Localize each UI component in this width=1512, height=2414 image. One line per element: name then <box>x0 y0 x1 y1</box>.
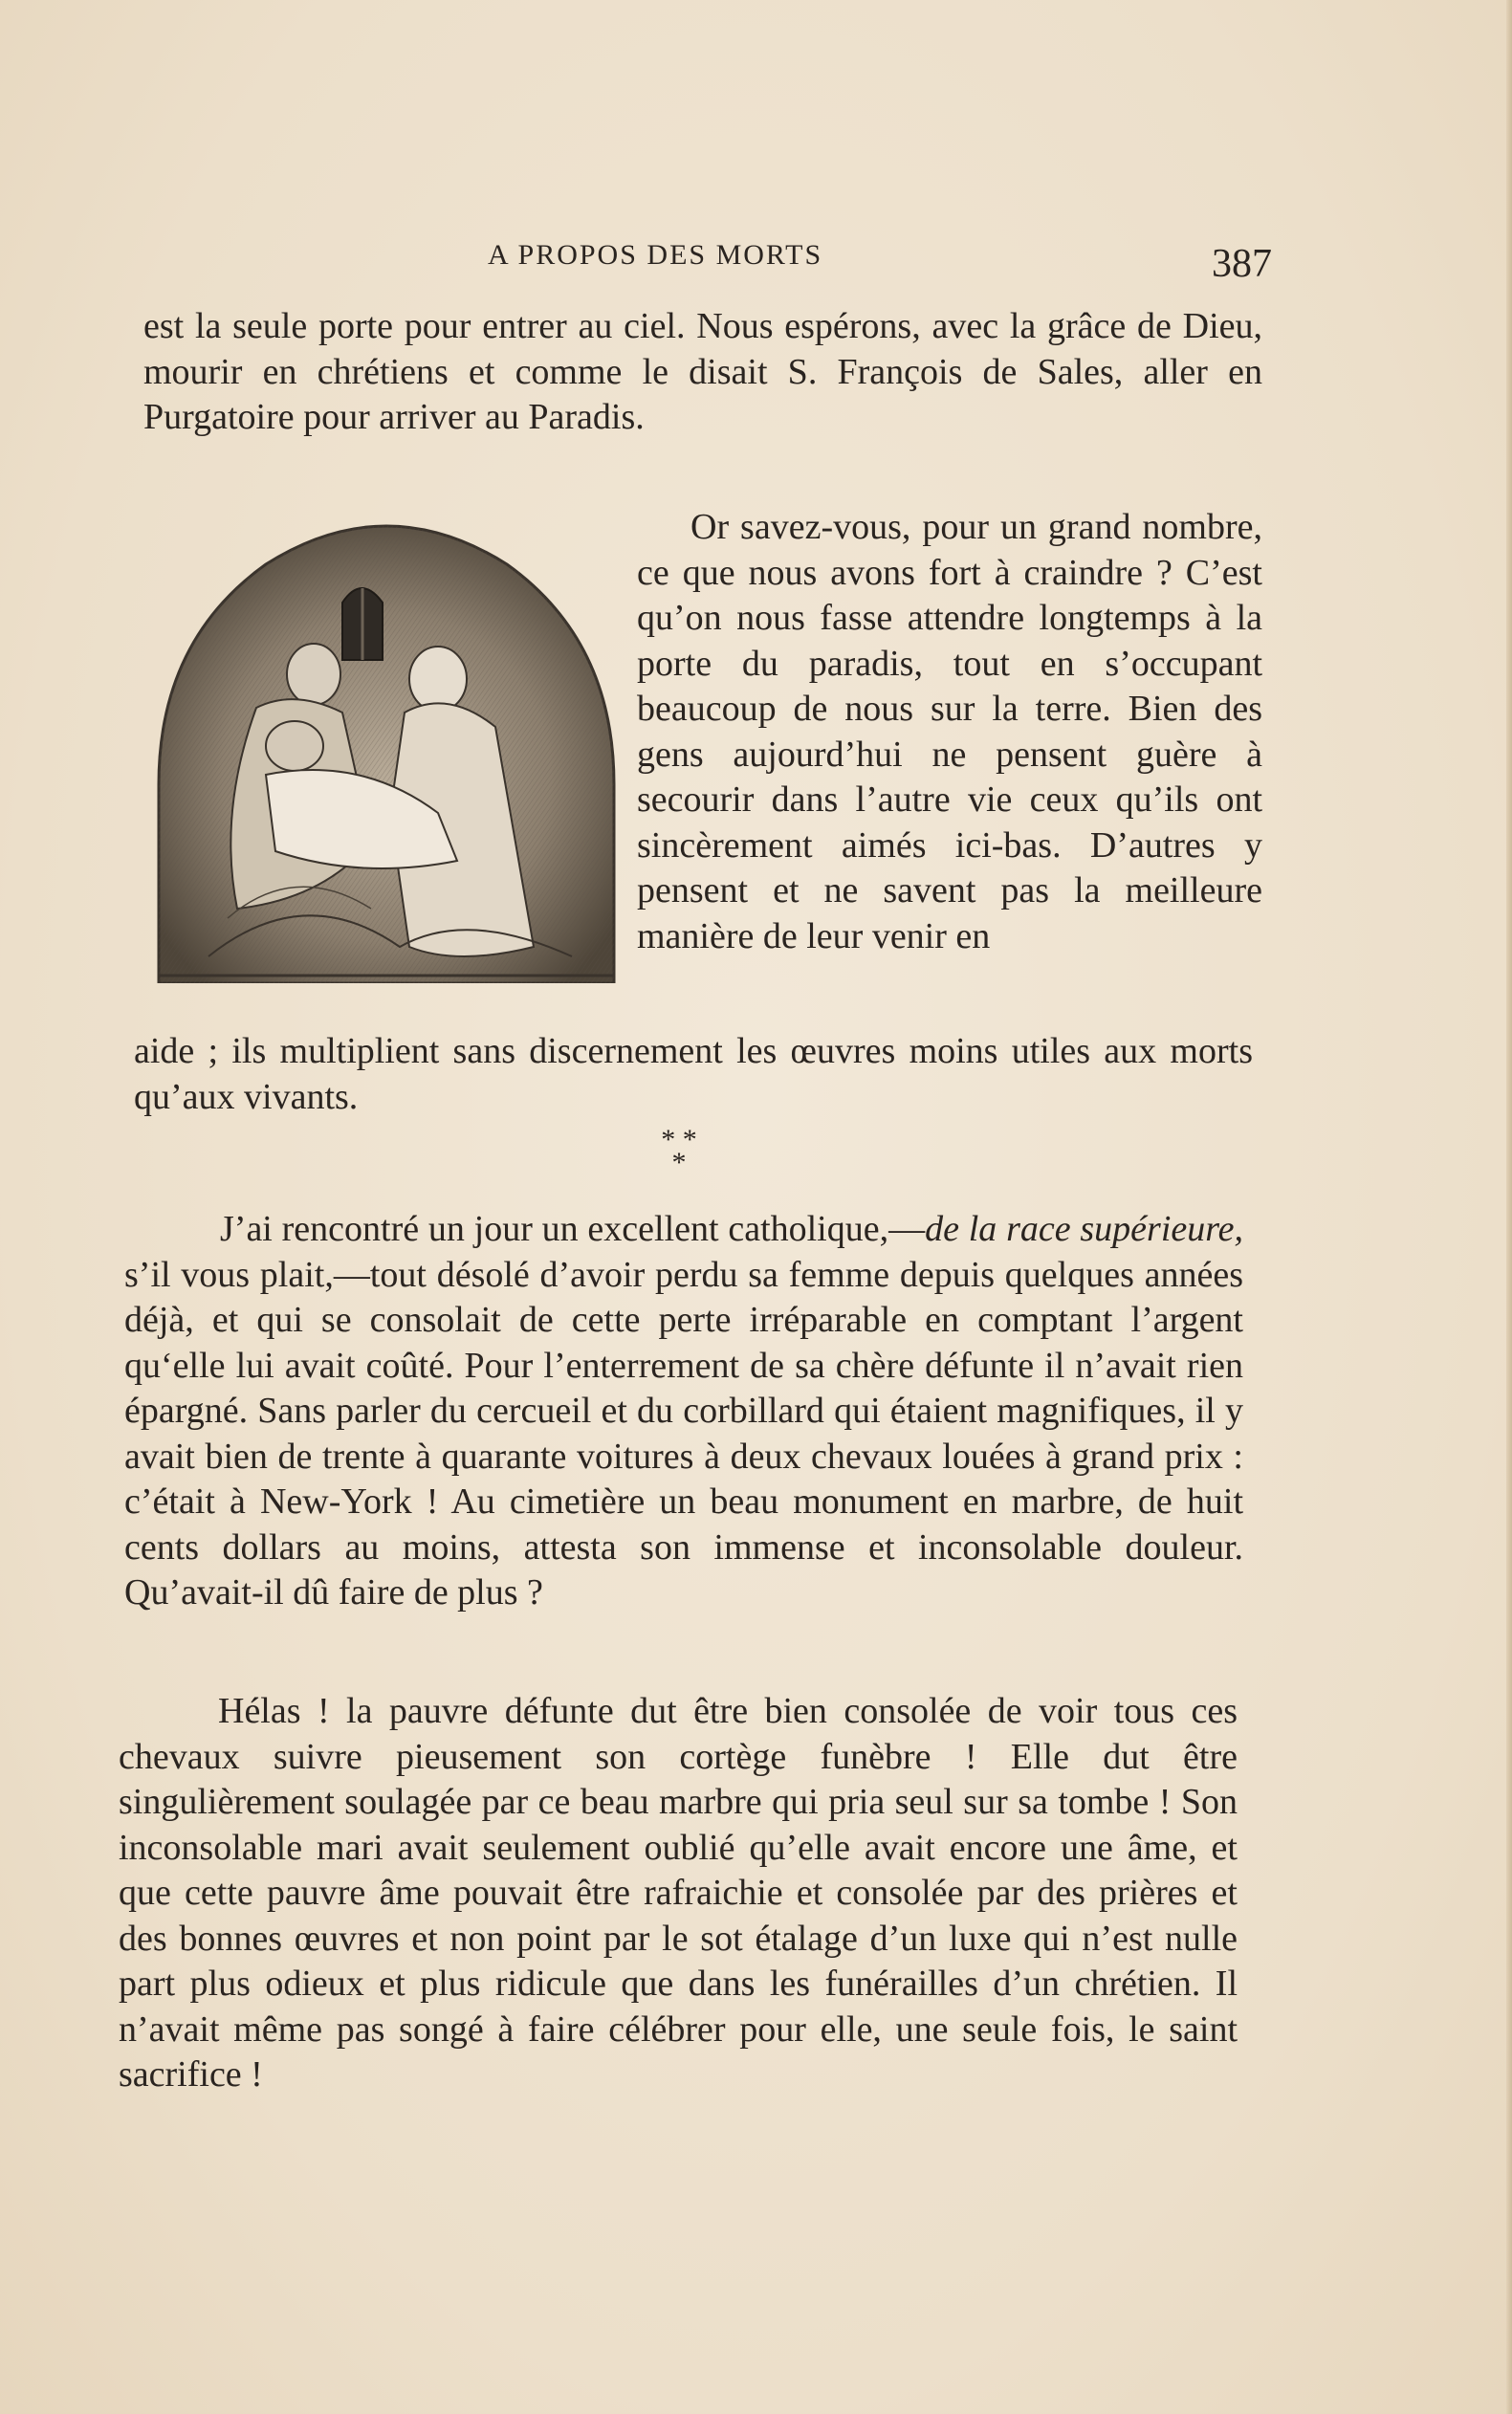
jai-italic-phrase: de la race supérieure, <box>925 1209 1243 1249</box>
paragraph-or-savez-vous-continued: aide ; ils multiplient sans discernement les œuvres moins utiles aux morts qu’aux vivants. <box>134 1031 1253 1117</box>
paragraph-jai-rencontre <box>124 1207 1243 1616</box>
paragraph-top: est la seule porte pour entrer au ciel. Nous espérons, avec la grâce de Dieu, mourir en chrétiens et comme le disait S. François de Sales, aller en Purgatoire pour arriver au Paradis. <box>143 306 1262 437</box>
jai-text-after: s’il vous plait,—tout désolé d’avoir perdu sa femme depuis quelques années déjà, et qui se consolait de cette perte irréparable en comptant l’argent qu‘elle lui avait coûté. Pour l’enterrement de sa chère défunte il n’avait rien épargné. Sans parler du cercueil et du corbillard qui étaient magnifiques, il y avait bien de trente à quarante voitures à deux chevaux louées à grand prix : c’était à New-York ! Au cimetière un beau monument en marbre, de huit cents dollars au moins, attesta son immense et inconsolable douleur. Qu’avait-il dû faire de plus ? <box>124 1254 1243 1613</box>
page-number: 387 <box>1212 242 1272 286</box>
page-header <box>143 222 1272 286</box>
separator-stars-top: * * <box>661 1124 697 1155</box>
engraving-svg <box>151 497 622 983</box>
separator-star-bottom: * <box>671 1147 687 1178</box>
page-edge <box>1506 0 1512 2414</box>
paragraph-or-savez-vous: Or savez-vous, pour un grand nombre, ce que nous avons fort à craindre ? C’est qu’on nous fasse attendre longtemps à la porte du paradis, tout en s’occupant beaucoup de nous sur la terre. Bien des gens aujourd’hui ne pensent guère à secourir dans l’autre vie ceux qu’ils ont sincèrement aimés ici-bas. D’autres y pensent et ne savent pas la meilleure manière de leur venir en <box>637 507 1262 956</box>
engraving-illustration <box>151 497 622 983</box>
running-title: A PROPOS DES MORTS <box>488 239 823 271</box>
jai-text-before: J’ai rencontré un jour un excellent catholique,— <box>220 1209 926 1249</box>
section-separator <box>622 1124 736 1196</box>
paragraph-helas: Hélas ! la pauvre défunte dut être bien consolée de voir tous ces chevaux suivre pieusement son cortège funèbre ! Elle dut être singulièrement soulagée par ce beau marbre qui pria seul sur sa tombe ! Son inconsolable mari avait seulement oublié qu’elle avait encore une âme, et que cette pauvre âme pouvait être rafraichie et consolée par des prières et des bonnes œuvres et non point par le sot étalage d’un luxe qui n’est nulle part plus odieux et plus ridicule que dans les funérailles d’un chrétien. Il n’avait même pas songé à faire célébrer pour elle, une seule fois, le saint sacrifice ! <box>119 1691 1238 2095</box>
